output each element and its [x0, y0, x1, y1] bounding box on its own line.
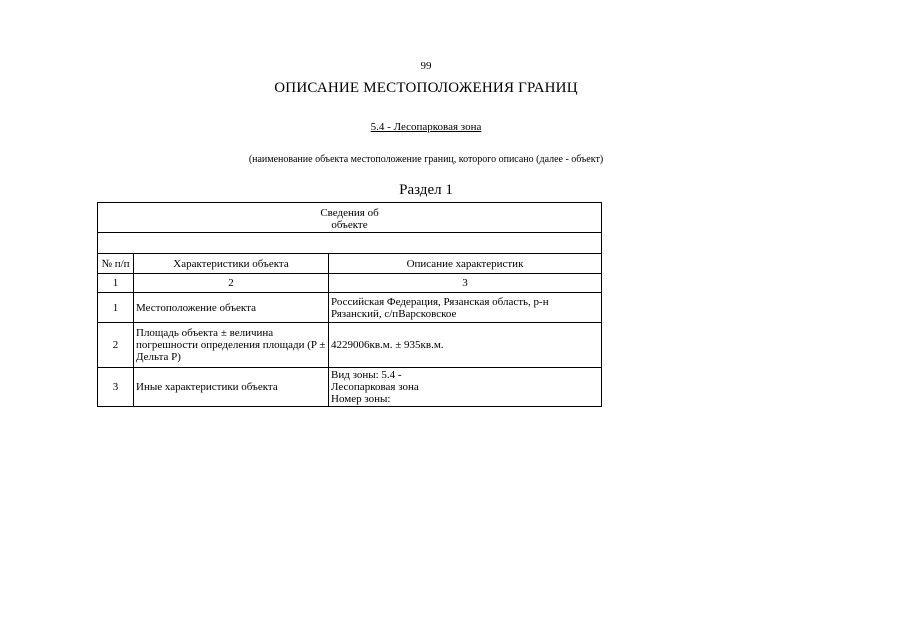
row-characteristic: Площадь объекта ± величина погрешности определения площади (P ± Дельта P) [134, 323, 329, 368]
row-number: 3 [98, 368, 134, 407]
table-blank-row [98, 233, 602, 254]
table-row [98, 368, 602, 407]
table-column-headers [98, 254, 602, 274]
row-description: 4229006кв.м. ± 935кв.м. [329, 323, 602, 368]
table-column-numbers [98, 274, 602, 293]
row-description: Вид зоны: 5.4 - Лесопарковая зона Номер зоны: [329, 368, 602, 407]
column-number-1: 1 [98, 274, 134, 293]
row-number: 1 [98, 293, 134, 323]
column-header-num: № п/п [98, 254, 134, 274]
table-header-text: Сведения об объекте [320, 207, 379, 231]
object-name-text: 5.4 - Лесопарковая зона [370, 121, 482, 133]
table-header-row [98, 203, 602, 233]
column-header-description: Описание характеристик [329, 254, 602, 274]
row-number: 2 [98, 323, 134, 368]
table-header [98, 203, 602, 233]
column-number-2: 2 [134, 274, 329, 293]
column-header-characteristic: Характеристики объекта [134, 254, 329, 274]
object-info-table [97, 202, 602, 407]
section-title: Раздел 1 [399, 182, 453, 198]
document-title: ОПИСАНИЕ МЕСТОПОЛОЖЕНИЯ ГРАНИЦ [274, 80, 578, 96]
row-characteristic: Местоположение объекта [134, 293, 329, 323]
object-name-caption: (наименование объекта местоположение границ, которого описано (далее - объект) [248, 154, 604, 165]
table-blank-cell [98, 233, 602, 254]
page-number: 99 [420, 60, 432, 72]
table-row [98, 323, 602, 368]
column-number-3: 3 [329, 274, 602, 293]
row-characteristic: Иные характеристики объекта [134, 368, 329, 407]
table-row [98, 293, 602, 323]
object-name [0, 121, 852, 133]
row-description: Российская Федерация, Рязанская область, р-н Рязанский, с/пВарсковское [329, 293, 602, 323]
